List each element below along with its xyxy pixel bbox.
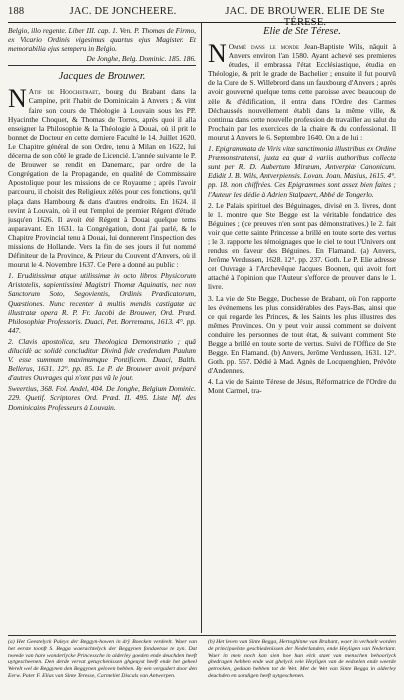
biography-paragraph bbox=[8, 84, 196, 270]
right-running-title: JAC. DE BROUWER. ELIE DE Ste TÉRESE. bbox=[225, 6, 385, 28]
footnote-a: (a) Het Geestelyck Paleys der Beggyn-howen in drÿ Boecken verdeelt. Waer van het eerste toonft S. Begga waerachtelyck der Beggynen fondaetsse te zyn. Dat tweede van hare wonderlycke Princessche in alderley goeden ende deuchden heeft uytgescheenen. Den derde vervat getuychenissen ghgeuyst heeft ende het geheel Werelt wel de Beggynen den Beggynen geloven hebben. By een vergadert door den Eerw. Pater F. Elias van Sinte Teresse, Carmeliet Discals van Antwerpen. bbox=[8, 639, 197, 679]
drop-cap-letter: N bbox=[208, 39, 227, 68]
work-item-2: 2. Le Palais spirituel des Béguinages, divisé en 3. livres, dont le 1. montre que Ste Begge est la véritable fondatrice des Béguines ; (ce preuves n'en sont pas démonstratives.) le 2. fait voir que cette sainte Princesse a brillé en toute sorte des vertus ; le 3. rapporte les témoignages que le ciel te tout l'Univers ont rendus en faveur des Béguines. En Flamand. (a) Anvers, Jerôme Verdussen, 1628. 12°. pp. 237. Goth. Le P. Elie adresse cet Ouvrage à l'Archevêque Jacques Boonen, qui avoit fort attaché à l'opinion que l'Auteur s'efforce de prouver dans le 1. livre. bbox=[208, 200, 396, 292]
work-item-1: 1. Epigrammata de Viris vitæ sanctimonia illustribus ex Ordine Præmonstratensi, juxta ea quæ à variis authoribus collecta sunt per R. D. Aubertum Miræum, Antverpiæ Canonicum. Edidit J. B. Wils, Antverpiensis. Lovan. Joan. Masius, 1615. 4°. pp. 18. non chiffrées. Ces Epigrammes sont assez bien faites ; l'Auteur les dédie à Adrien Stalpaert, Abbé de Tongerlo. bbox=[208, 144, 396, 199]
paragraph-text: Jean-Baptiste Wils, nâquit à Anvers environ l'an 1580. Ayant achevé ses premieres études, il embrassa l'état Ecclésiastique, étudia en Théologie, & prit le grade de Bachelier ; ensuite il fut pourvû de la Cure de S. Willebrord dans un fauxbourg d'Anvers ; après avoir gouverné quelque tems cette paroisse avec beaucoup de zèle & d'édification, il entra dans l'Ordre des Carmes Déchaussés nouvellement établi dans la même ville, & continua dans cette nouvelle profession de travailler au salut du Prochain par les exercices de la chaire & du confessional. Il mourut à Anvers le 6. Septembre 1640. On a de lui : bbox=[208, 42, 396, 142]
left-running-title: JAC. DE JONCHEERE. bbox=[69, 6, 177, 17]
biography-paragraph bbox=[208, 39, 396, 142]
work-item-2: 2. Clavis apostolica, seu Theologica Demonstratio ; quâ dilucidè ac solidè concluditur Divinâ fide credendum Paulum V. esse summum maximumque Pontificem. Duaci, Balth. Bellerus, 1631. 12°. pp. 85. Le P. de Brouwer avoit préparé d'autres Ouvrages qui n'ont pas vû le jour. bbox=[8, 336, 196, 383]
continuation-reference: De Jonghe, Belg. Dominic. 185. 186. bbox=[86, 54, 196, 64]
drop-cap-letter: N bbox=[8, 84, 27, 114]
continuation-text: Belgio, illo regente. Liber III. cap. 1. Ven. P. Thomas de Firmo, ex Vicario Ordinis vigesimus quartus ejus Magister. Et memorabilia ejus semperu in Belgio. bbox=[8, 26, 196, 54]
work-item-4: 4. La vie de Sainte Térese de Jésus, Réformatrice de l'Ordre du Mont Carmel, tra- bbox=[208, 377, 396, 396]
paragraph-text: bourg du Brabant dans la Campine, prit l'habit de Dominicain à Anvers ; & vint faire son cours de Théologie à Louvain sous les PP. Hyacinthe Choquet, & Thomas de Torres, après quoi il alla enseigner la Philosophie & la Théologie à Douai, où il prit le bonnet de Docteur en cette derniere Faculté le 14. Juillet 1620. Le Chapitre général de son Ordre, tenu à Milan en 1622, lui décerna de son côté le grade de Licencié. L'année suivante le P. de Brouwer se rendit en Danemarc, par ordre de la Congrégation de la Propagande, en qualité de Commissaire Apostolique pour les missions de ce Royaume ; après l'avoir parcouru, il choisit des Religieux zélés pour ces fonctions, qu'il plaça dans Hambourg & dans d'autres endroits. En 1624. il revint à Louvain, où il eut l'emploi de premier Régent d'étude jusqu'en 1626. Il avoit été Régent à Douai quelque tems auparavant. En 1631. la Congrégation, dont j'ai parlé, & le Chapitre Provincial tenu à Douai, lui donnerent l'inspection des missions de Hollande. Vers la fin de ses jours il fut nommé Définiteur de la Province, & Prieur du Couvent d'Anvers, où il mourut le 4. Novembre 1637. Ce Pere a donné au public : bbox=[8, 87, 196, 270]
running-head bbox=[8, 6, 396, 28]
entry-title-jacques-de-brouwer: Jacques de Brouwer. bbox=[58, 71, 146, 83]
left-column bbox=[8, 23, 202, 633]
section-divider bbox=[8, 65, 196, 66]
two-column-body bbox=[8, 23, 396, 633]
right-column bbox=[202, 23, 396, 633]
continuation-block bbox=[8, 26, 196, 63]
source-references: Sweertius, 368. Fol. Andel, 404. De Jonghe, Belgium Dominic. 229. Quetif. Scriptores Ord. Præd. II. 495. Liste Mf. des Dominicains Professeurs à Louvain. bbox=[8, 384, 196, 412]
footnote-b: (b) Het leven van Sinte Begga, Hertoghinne van Brabant, waer in verhaelt worden de principaelste geschiedenissen der Nederlanden, ende Heyligen van Nederlant. Waer in men noch kan sien hoe hun elck staet van menschen behoorlyck ghedragen hebben ende wat ghelyck vele Heyligen van de eedselen ende weerde getrocken, gedaan hebben tot de Wet. Met de Wet van Sinte Begga in alderley deuchden en sondigen heeft uytgeschenen. bbox=[208, 639, 396, 679]
footnotes bbox=[8, 635, 396, 680]
paragraph-lead: Atif de Hoochstraet, bbox=[28, 87, 101, 97]
paragraph-lead: Ommé dans le monde bbox=[228, 42, 300, 51]
entry-title-elie-de-ste-terese: Elie de Ste Térese. bbox=[263, 26, 341, 37]
work-item-1: 1. Eruditissimæ atque utilissimæ in octo libros Physicorum Aristotelis, sapientissimi Magistri Thomæ Aquinatis, nec non Sanctorum Soto, Segovientis, Ordinis Prædicatorum, Quæstiones. Nunc recenter à multis mendis castigatæ ac illustratæ opera R. P. Fr. Jacobi de Brouwer, Ord. Præd. Philosophiæ Professoris. Duaci, Pet. Borremans, 1613. 4°. pp. 447. bbox=[8, 271, 196, 335]
work-item-3: 3. La vie de Ste Begge, Duchesse de Brabant, où l'on rapporte les événemens les plus considérables des Pays-Bas, ainsi que ce qui regarde les Princes, & les Saints les plus illustres des mêmes Provinces. On y peut voir aussi comment se doivent conduire les personnes de tout état, & suivant comment Ste Begge a brillé en toute sorte de vertus. Suivi de l'Office de Ste Begge. En Flamand. (b) Anvers, Jerôme Verdussen, 1631. 12°. Goth. pp. 557. Dédié à Mad. Agnès de Locquenghien, Prévôte d'Andennes. bbox=[208, 293, 396, 376]
page-number: 188 bbox=[8, 6, 25, 17]
